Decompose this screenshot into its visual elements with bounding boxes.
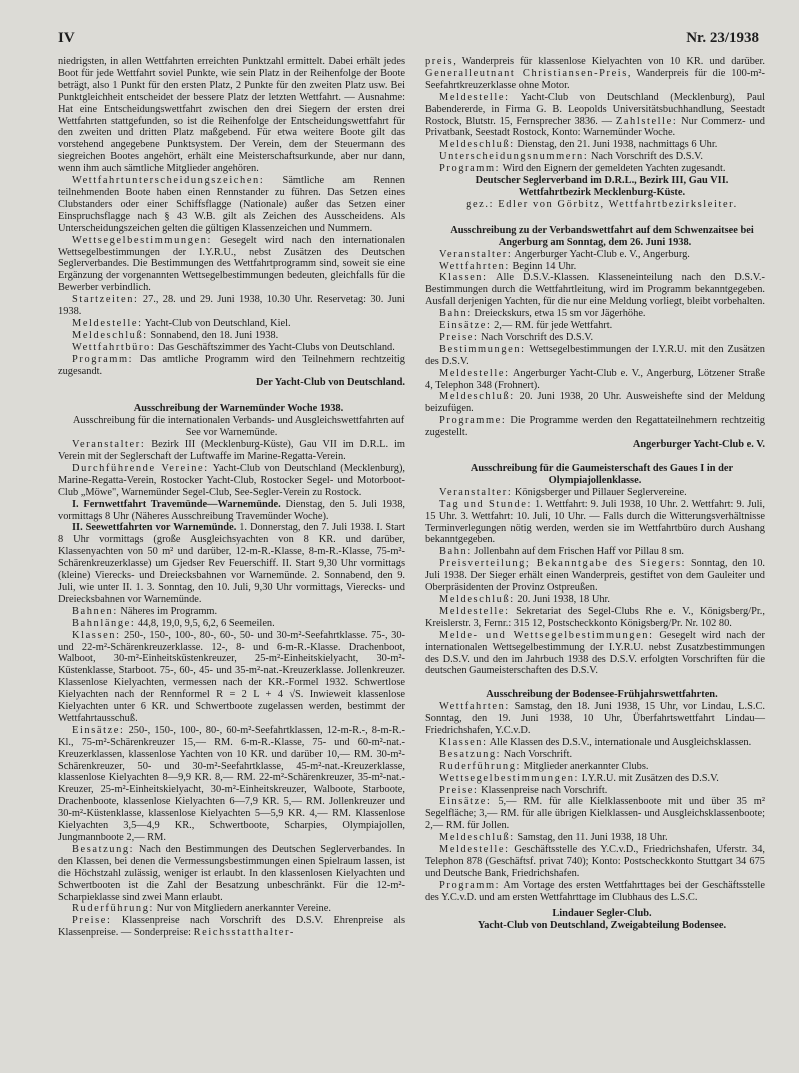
paragraph: Meldeschluß: Samstag, den 11. Juni 1938, 18 Uhr. (439, 832, 668, 844)
paragraph: Meldestelle: Yacht-Club von Deutschland, Kiel. (72, 317, 291, 329)
paragraph: Bahn: Dreieckskurs, etwa 15 sm vor Jägerhöhe. (439, 308, 646, 320)
paragraph: Klassen: Alle D.S.V.-Klassen. Klasseneinteilung nach den D.S.V.-Bestimmungen durch die Wettfahrtleitung, wird im Programm bekanntgegeben. Ausfall derjenigen Yachten, für die nur eine Meldung vorliegt, bleibt vorbehalten. (425, 272, 765, 308)
paragraph: niedrigsten, in allen Wettfahrten erreichten Punktzahl ermittelt. Dabei erhält jedes Boot für jede Wettfahrt soviel Punkte, wie sein Platz in der Reihenfolge der Boote beträgt, also 1 Punkt für den ersten Platz, 2 Punkte für den zweiten Platz usw. Bei Punktgleichheit entscheidet der bessere Platz der letzten Wettfahrt. — Ausnahme: Hat eine Entscheidungswettfahrt zwischen den drei Siegern der ersten drei Wettfahrten stattgefunden, so ist die Reihenfolge der Entscheidungswettfahrt für den zweiten und dritten Platz maßgebend. Für etwa weitere Boote gilt das vorstehend angegebene Punktsystem. Der Verein, dem der Steuermann des siegreichen Bootes angehört, erhält eine Meisterschaftsurkunde, aber nur dann, wenn ihm auch sämtliche Mitglieder angehören. (58, 56, 405, 175)
paragraph: Veranstalter: Angerburger Yacht-Club e. V., Angerburg. (439, 248, 690, 260)
paragraph: Besatzung: Nach den Bestimmungen des Deutschen Seglerverbandes. In den Klassen, bei denen die Vermessungsbestimmungen einen Spielraum lassen, ist die Höchstzahl zulässig, weniger ist erlaubt. In den klassenlosen Kielyachten und Schwertbooten ist die Zahl der Besatzung unbeschränkt. Für die 12-m²-Scharpieklasse sind zwei Mann erlaubt. (58, 843, 405, 903)
paragraph: Tag und Stunde: 1. Wettfahrt: 9. Juli 1938, 10 Uhr. 2. Wettfahrt: 9. Juli, 15 Uhr. 3. Wettfahrt: 10. Juli, 10 Uhr. — Falls durch die Witterungsverhältnisse Terminverlegungen nötig werden, werden sie im Wettfahrtbüro durch Aushang bekanntgegeben. (425, 498, 766, 546)
paragraph: Veranstalter: Bezirk III (Mecklenburg-Küste), Gau VII im D.R.L. im Verein mit der Seglerschaft der Luftwaffe im Marine-Regatta-Verein. (58, 439, 405, 462)
paragraph: Wettfahrtunterscheidungszeichen: Sämtliche am Rennen teilnehmenden Boote haben einen Rennstander zu führen. Das Setzen eines Clubstanders oder einer Schiffsflagge (Nationale) außer das Setzen einer Einspruchsflagge nach § 43 W.B. gilt als Zeichen des Ausscheidens. Als Unterscheidungszeichen gelten die gültigen Klassenzeichen und Nummern. (58, 175, 405, 234)
section-heading: Ausschreibung der Warnemünder Woche 1938. (133, 403, 344, 415)
paragraph: II. Seewettfahrten vor Warnemünde. 1. Donnerstag, den 7. Juli 1938. I. Start 8 Uhr vormittags (große Ausgleichsyachten von 8 KR. und darüber, Klassenyachten von 50 m² und darüber, 12-m-R.-Klasse, 8-m-R.-Klasse, 75-m²-Schärenkreuzerklasse) um Gjedser Rev Feuerschiff. II. Start 9,30 Uhr vormittags (kleine) Vierecks- und Dreiecksbahnen vor Warnemünde. 2. Sonnabend, den 9. Juli, wie unter II. 1. 3. Sonntag, den 10. Juli, 9,30 Uhr vormittags, Vierecks- und Dreiecksbahnen vor Warnemünde. (58, 522, 405, 605)
paragraph: Meldeschluß: Dienstag, den 21. Juni 1938, nachmittags 6 Uhr. (439, 139, 718, 151)
paragraph: Preise: Klassenpreise nach Vorschrift. (439, 784, 608, 796)
left-column (58, 56, 405, 939)
paragraph: Meldeschluß: 20. Juni 1938, 18 Uhr. (439, 593, 611, 605)
paragraph: preis, Wanderpreis für klassenlose Kielyachten von 10 KR. und darüber. Generalleutnant Christiansen-Preis, Wanderpreis für die 100-m²-Seefahrtkreuzerklasse ohne Motor. (425, 56, 765, 91)
right-column (425, 56, 765, 931)
paragraph: Meldestelle: Angerburger Yacht-Club e. V., Angerburg, Lötzener Straße 4, Telephon 348 (Frohnert). (425, 367, 765, 391)
paragraph: Bahn: Jollenbahn auf dem Frischen Haff vor Pillau 8 sm. (439, 546, 685, 558)
paragraph: Preise: Klassenpreise nach Vorschrift des D.S.V. Ehrenpreise als Klassenpreise. — Sonderpreise: Reichsstatthalter- (58, 915, 405, 939)
signature: Der Yacht-Club von Deutschland. (256, 377, 405, 389)
signature: gez.: Edler von Görbitz, Wettfahrtbezirksleiter. (466, 198, 738, 210)
paragraph: Meldestelle: Yacht-Club von Deutschland (Mecklenburg), Paul Babendererde, in Firma G. B. Leopolds Universitätsbuchhandlung, Seestadt Rostock, Blutstr. 15, Fernsprecher 3836. — Zahlstelle: Nur Commerz- und Privatbank, Seestadt Rostock, Konto: Warnemünder Woche. (425, 91, 765, 139)
paragraph: Durchführende Vereine: Yacht-Club von Deutschland (Mecklenburg), Marine-Regatta-Verein, Rostocker Yacht-Club, Rostocker Segel- und Motorboot-Club „Möwe", Warnemünder Segel-Club, See-Segler-Verein zu Rostock. (58, 462, 405, 498)
section-heading: Ausschreibung zu der Verbandswettfahrt auf dem Schwenzaitsee bei Angerburg am Sonntag, dem 26. Juni 1938. (450, 224, 754, 248)
paragraph: Programme: Die Programme werden den Regattateilnehmern rechtzeitig zugestellt. (425, 415, 765, 439)
paragraph: Bestimmungen: Wettsegelbestimmungen der I.Y.R.U. mit den Zusätzen des D.S.V. (425, 343, 765, 367)
paragraph: Wettfahrten: Beginn 14 Uhr. (439, 260, 577, 272)
paragraph: Unterscheidungsnummern: Nach Vorschrift des D.S.V. (439, 151, 703, 163)
paragraph: Programm: Wird den Eignern der gemeldeten Yachten zugesandt. (439, 163, 726, 175)
paragraph: Meldestelle: Sekretariat des Segel-Clubs Rhe e. V., Königsberg/Pr., Kreislerstr. 3, Fernr.: 315 12, Postscheckkonto Königsberg/Pr. Nr. 102 80. (425, 605, 765, 629)
paragraph: Wettsegelbestimmungen: Gesegelt wird nach den internationalen Wettsegelbestimmungen der I.Y.R.U., nebst Zusätzen des Deutschen Seglerverbandes. Die Bestimmungen des Wettfahrtprogramm sind, soweit sie eine Ergänzung der vorgenannten Wettsegelbestimmungen bedeuten, gleichfalls für die Bewerber verbindlich. (58, 234, 405, 294)
paragraph: Programm: Am Vortage des ersten Wettfahrttages bei der Geschäftsstelle des Y.C.v.D. und am ersten Wettfahrttage im Clubhaus des L.S.C. (425, 879, 765, 903)
paragraph: Ruderführung: Nur von Mitgliedern anerkannter Vereine. (72, 903, 331, 915)
paragraph: Preise: Nach Vorschrift des D.S.V. (439, 331, 594, 343)
signature: Wettfahrtbezirk Mecklenburg-Küste. (518, 186, 686, 198)
paragraph: Preisverteilung; Bekanntgabe des Siegers: Sonntag, den 10. Juli 1938. Der Sieger erhält einen Wanderpreis, gestiftet von dem Gauleiter und Oberpräsidenten der Provinz Ostpreußen. (425, 558, 765, 594)
paragraph: Klassen: Alle Klassen des D.S.V., internationale und Ausgleichsklassen. (439, 736, 752, 748)
paragraph: Startzeiten: 27., 28. und 29. Juni 1938, 10.30 Uhr. Reservetag: 30. Juni 1938. (58, 294, 405, 318)
paragraph: Ruderführung: Mitglieder anerkannter Clubs. (439, 760, 649, 772)
paragraph: Meldestelle: Geschäftsstelle des Y.C.v.D., Friedrichshafen, Uferstr. 34, Telephon 878 (Geschäftsf. privat 740); Konto: Postscheckkonto Stuttgart 34 675 und Deutsche Bank, Friedrichshafen. (425, 844, 765, 879)
signature: Yacht-Club von Deutschland, Zweigabteilung Bodensee. (477, 919, 727, 931)
paragraph: Wettfahrten: Samstag, den 18. Juni 1938, 15 Uhr, vor Lindau, L.S.C. Sonntag, den 19. Juni 1938, 10 Uhr, Überfahrtswettfahrt Lindau—Friedrichshafen, Y.C.v.D. (425, 701, 765, 737)
paragraph: I. Fernwettfahrt Travemünde—Warnemünde. Dienstag, den 5. Juli 1938, vormittags 8 Uhr (Näheres Ausschreibung Travemünder Woche). (58, 498, 405, 522)
section-heading: Ausschreibung der Bodensee-Frühjahrswettfahrten. (486, 689, 718, 701)
paragraph: Einsätze: 2,— RM. für jede Wettfahrt. (439, 320, 613, 332)
paragraph: Programm: Das amtliche Programm wird den Teilnehmern rechtzeitig zugesandt. (58, 353, 405, 377)
paragraph: Veranstalter: Königsberger und Pillauer Seglervereine. (439, 486, 687, 498)
signature: Deutscher Seglerverband im D.R.L., Bezirk III, Gau VII. (475, 175, 729, 187)
paragraph: Besatzung: Nach Vorschrift. (439, 748, 573, 760)
paragraph: Meldeschluß: 20. Juni 1938, 20 Uhr. Ausweishefte sind der Meldung beizufügen. (425, 391, 765, 415)
paragraph: Melde- und Wettsegelbestimmungen: Gesegelt wird nach der internationalen Wettsegelbestimmung der I.Y.R.U. nebst Zusatzbestimmungen des D.S.V. und den im Jahrbuch 1938 des D.S.V. erfolgten Vorschriften für die deutschen Gaumeisterschaften des D.S.V. (425, 629, 765, 677)
page-number: IV (58, 30, 75, 46)
paragraph: Wettfahrtbüro: Das Geschäftszimmer des Yacht-Clubs von Deutschland. (72, 341, 395, 353)
paragraph: Wettsegelbestimmungen: I.Y.R.U. mit Zusätzen des D.S.V. (439, 772, 719, 784)
signature: Lindauer Segler-Club. (552, 907, 652, 919)
signature: Angerburger Yacht-Club e. V. (632, 439, 765, 451)
paragraph: Meldeschluß: Sonnabend, den 18. Juni 1938. (72, 329, 279, 341)
paragraph: Bahnlänge: 44,8, 19,0, 9,5, 6,2, 6 Seemeilen. (72, 617, 275, 629)
section-heading: Ausschreibung für die Gaumeisterschaft des Gaues I in der Olympiajollenklasse. (470, 463, 734, 486)
paragraph: Einsätze: 250-, 150-, 100-, 80-, 60-m²-Seefahrtklassen, 12-m-R.-, 8-m-R.-Kl., 75-m²-Schärenkreuzer 15,— RM. 6-m-R.-Klasse, 75- und 60-m²-nat.-Kreuzerklassen, klassenlose Yachten von 10 KR. und darüber 10,— RM. 30-m²-Schärenkreuzer, 50- und 30-m²-Seefahrtklasse, 45-m²-nat.-Kreuzerklasse, klassenlose Kielyachten 8—9,9 KR. 8,— RM. 22-m²-Schärenkreuzer, 35-m²-nat.-Kreuzer, 25-m²-Einheitskielyacht, 30-m²-Einheitskreuzer, Walboote, Starboote, Drachenboote, klassenlose Kielyachten 6—7,9 KR. 5,— RM. Jollenkreuzer und 30-m²-Küstenklasse, klassenlose Kielyachten 5—5,9 KR. 4,— RM. Klassenlose Kielyachten 3,5—4,9 KR., Schwertboote, Scharpies, Olympiajollen, Jungmannboote 2,— RM. (58, 724, 405, 843)
paragraph: Bahnen: Näheres im Programm. (72, 605, 218, 617)
paragraph: Einsätze: 5,— RM. für alle Kielklassenboote mit und über 35 m² Segelfläche; 3,— RM. für alle übrigen Kielklassen- und Ausgleichsklassenboote; 2,— RM. für Jollen. (425, 796, 765, 832)
issue-number: Nr. 23/1938 (686, 30, 759, 46)
section-subheading: Ausschreibung für die internationalen Verbands- und Ausgleichswettfahrten auf See vor Warnemünde. (72, 415, 405, 439)
paragraph: Klassen: 250-, 150-, 100-, 80-, 60-, 50- und 30-m²-Seefahrtklasse. 75-, 30- und 22-m²-Schärenkreuzerklasse. 12-, 8- und 6-m-R.-Klasse. Drachenboot, Walboot, 30-m²-Einheitsküstenkreuzer, 25-m²-Einheitskielyacht, 30-m²-Küstenklasse, Starboot. 75-, 60-, 45- und 35-m²-nat.-Kreuzerklasse. Jollenkreuzer. Klassenlose Kielyachten, vermessen nach der KR.-Formel 1932. Schwertlose Kielyachten nach der Rennformel R = 2 L + 4 √S. Inwieweit klassenlose Kielyachten unter 6 KR. und Schwertboote zugelassen werden, bestimmt der Wettfahrtausschuß. (58, 629, 405, 724)
